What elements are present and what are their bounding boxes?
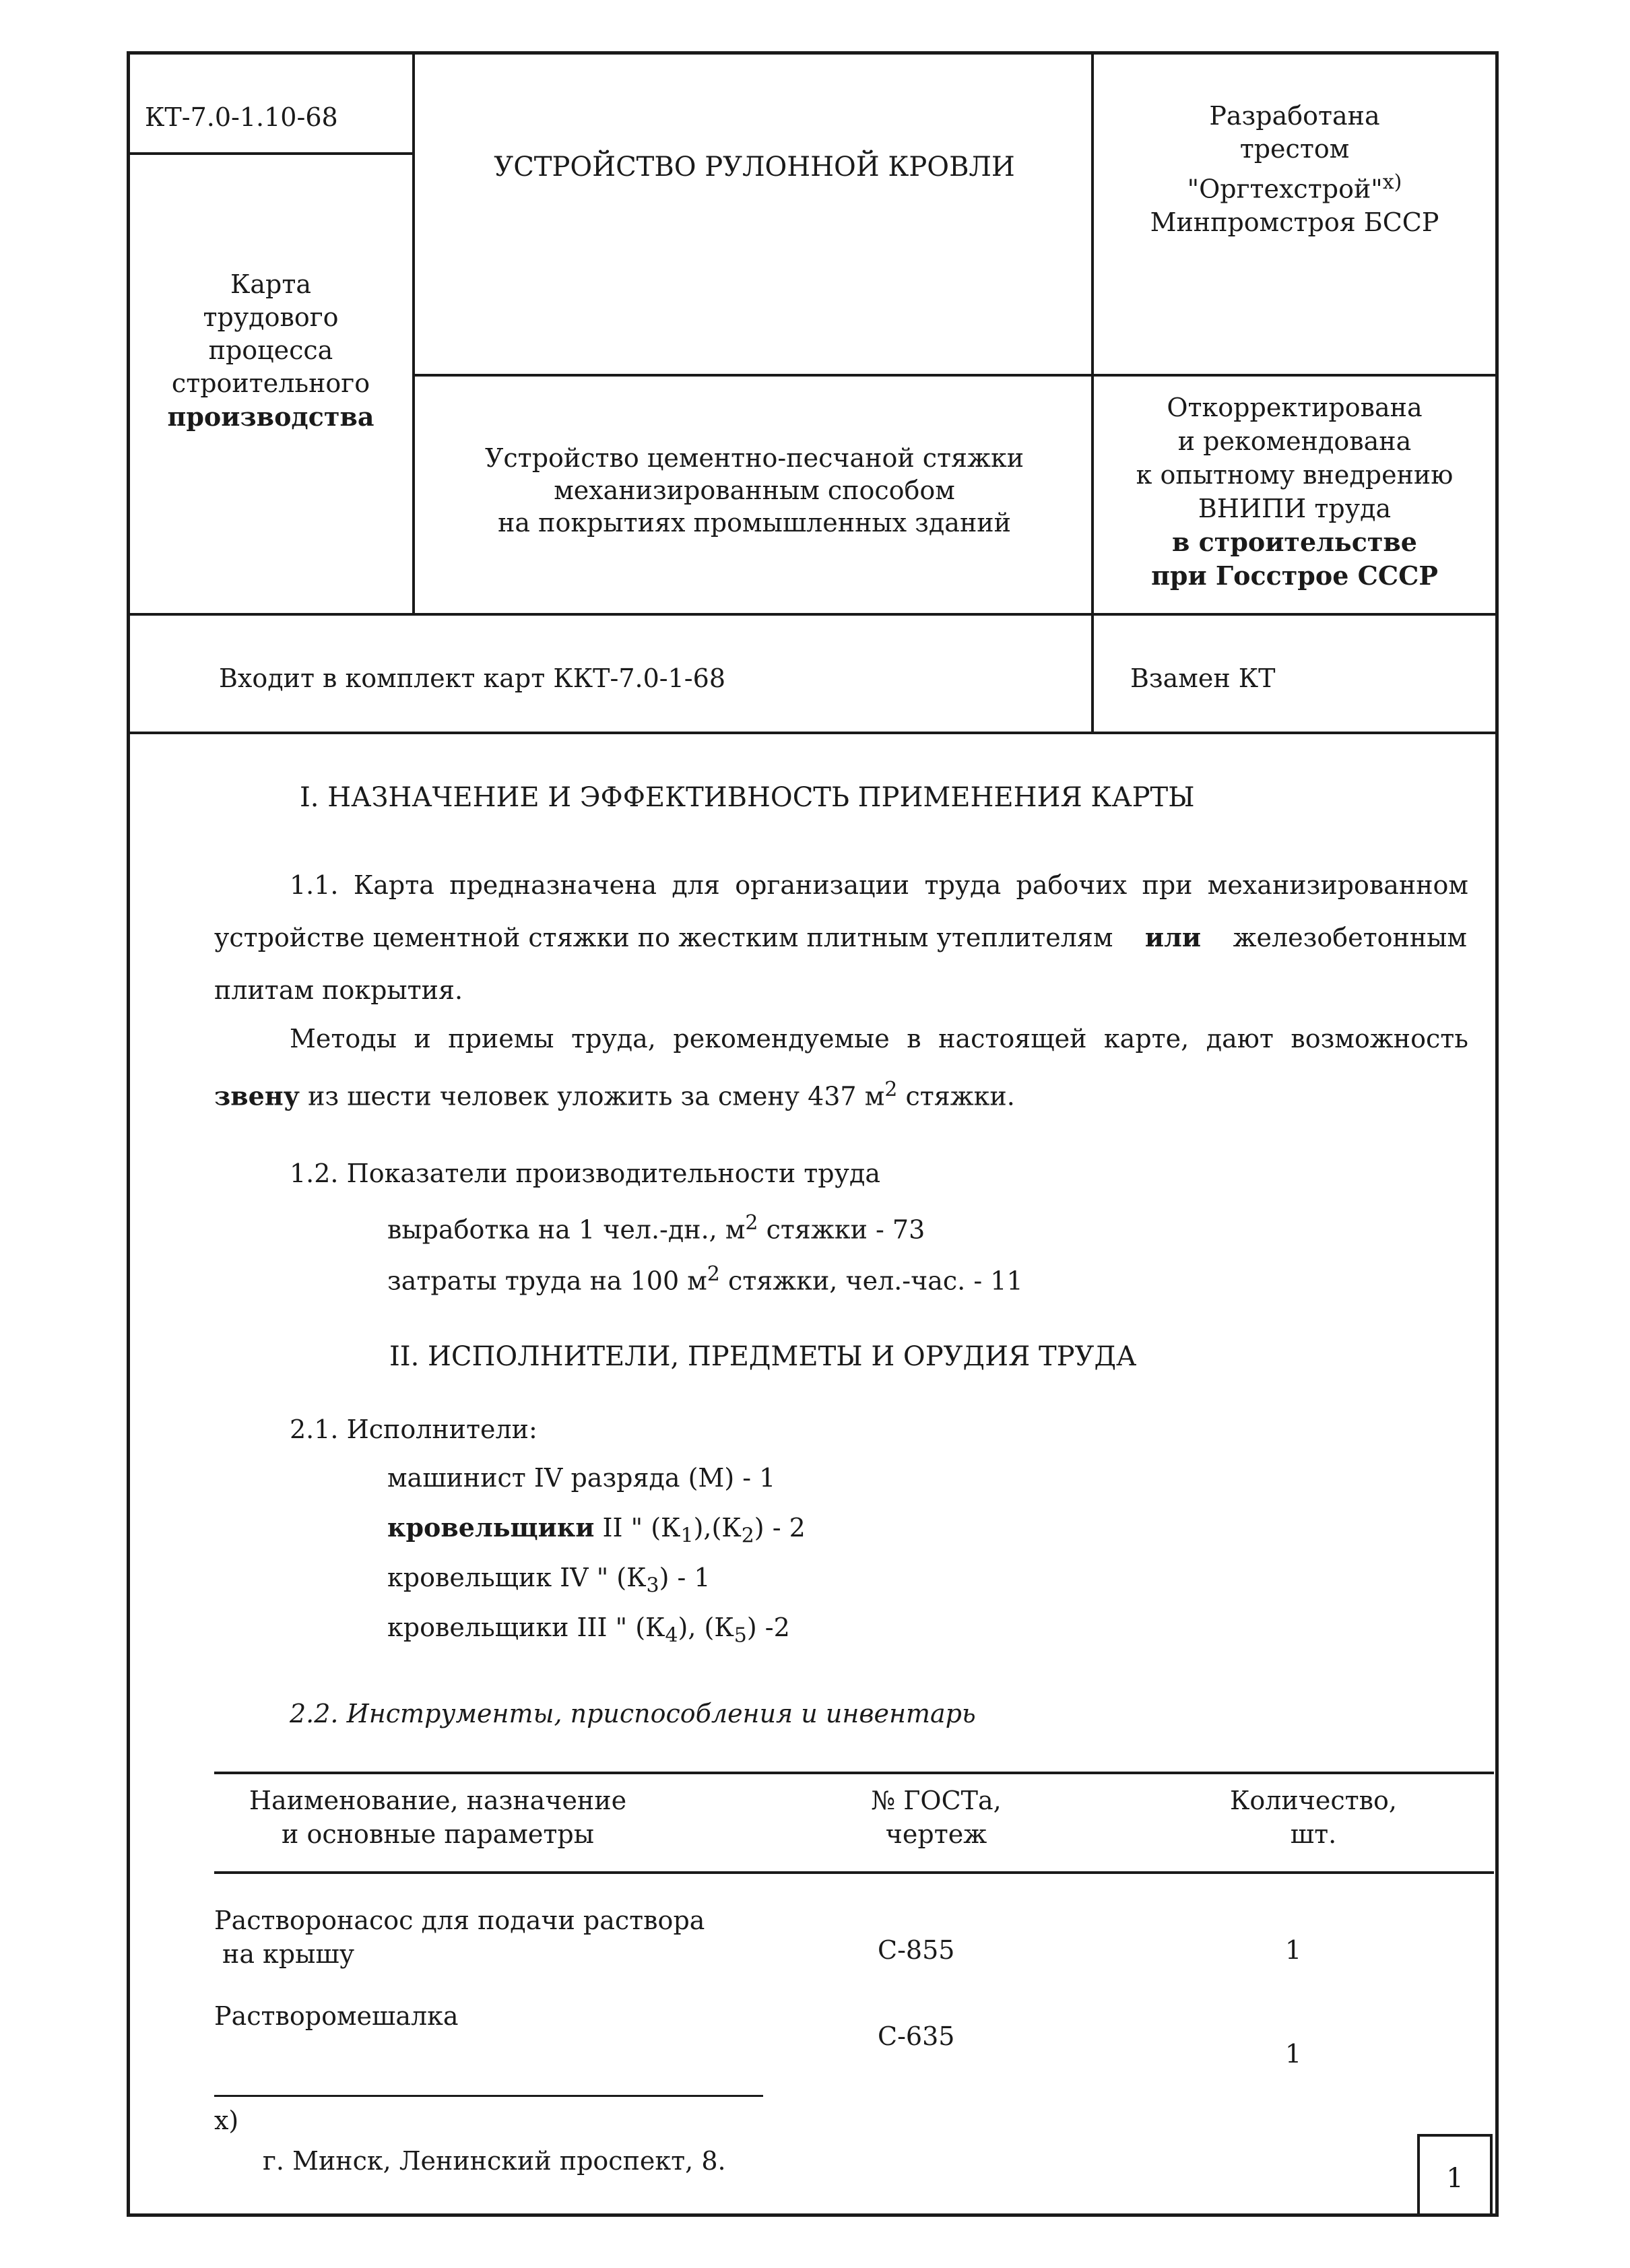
table-header-gost — [835, 1784, 1037, 1851]
performer-role: кровельщики — [387, 1512, 595, 1543]
correction-line-6: при Госстрое СССР — [1151, 560, 1438, 591]
card-type-block — [129, 268, 412, 433]
performer-row-4 — [387, 1611, 790, 1652]
table-cell-qty: 1 — [1285, 1935, 1302, 1965]
set-reference: Входит в комплект карт ККТ-7.0-1-68 — [219, 663, 726, 693]
header-hline-set — [128, 732, 1498, 734]
table-header-gost-line-1: № ГОСТа, — [871, 1786, 1002, 1815]
header-vline-1 — [412, 51, 415, 614]
s1-p3-line2 — [387, 1258, 1023, 1297]
performer-grade: II — [602, 1513, 623, 1543]
subtitle-line-2: механизированным способом — [554, 476, 955, 505]
page-number-box — [1417, 2134, 1493, 2213]
s1-p1-line3: плитам покрытия. — [214, 975, 463, 1005]
table-header-qty — [1199, 1784, 1428, 1851]
table-cell-gost: С-635 — [878, 2021, 955, 2051]
card-code: КТ-7.0-1.10-68 — [145, 102, 338, 132]
s1-p1-line2-a: устройстве цементной стяжки по жестким плитным утеплителям — [214, 923, 1113, 952]
s1-p1-line2 — [214, 921, 1467, 954]
s1-p3-title: 1.2. Показатели производительности труда — [290, 1159, 881, 1188]
s1-p3-line2-b: стяжки, чел.-час. - 11 — [727, 1266, 1023, 1296]
table-cell-name-line-1: Растворонасос для подачи раствора — [214, 1906, 705, 1935]
table-cell-name — [214, 1904, 705, 1971]
table-cell-qty: 1 — [1285, 2039, 1302, 2069]
performer-grade: III — [577, 1613, 608, 1642]
page-number: 1 — [1446, 2163, 1464, 2194]
replaces-reference: Взамен КТ — [1130, 663, 1276, 693]
section-1-heading: I. НАЗНАЧЕНИЕ И ЭФФЕКТИВНОСТЬ ПРИМЕНЕНИЯ КАРТЫ — [300, 782, 1195, 813]
developer-footnote-marker: x) — [1382, 170, 1402, 194]
correction-line-1: Откорректирована — [1167, 393, 1423, 422]
performer-grade: IV — [533, 1463, 563, 1493]
table-header-gost-line-2: чертеж — [885, 1819, 987, 1849]
table-header-name — [222, 1784, 653, 1851]
s1-p3-line2-sup: 2 — [707, 1262, 720, 1286]
table-header-rule — [214, 1871, 1494, 1874]
s1-p3-line1-b: стяжки - 73 — [766, 1214, 925, 1245]
footnote-marker: x) — [214, 2106, 239, 2135]
table-header-qty-line-1: Количество, — [1229, 1786, 1398, 1815]
header-hline-bottom — [128, 613, 1498, 616]
section-2-heading: II. ИСПОЛНИТЕЛИ, ПРЕДМЕТЫ И ОРУДИЯ ТРУДА — [389, 1341, 1137, 1372]
s1-p1-line2-b: железобетонным — [1233, 923, 1467, 952]
subtitle-line-3: на покрытиях промышленных зданий — [498, 508, 1011, 538]
s1-p2-line2-a: из шести человек уложить за смену 437 м — [308, 1081, 885, 1111]
footnote-text: г. Минск, Ленинский проспект, 8. — [263, 2146, 726, 2176]
header-hline-mid — [412, 374, 1498, 377]
performer-detail: " $(К_3) - 1$ — [596, 1563, 711, 1598]
s1-p2-line2-sup: 2 — [884, 1078, 898, 1101]
s1-p2-line1: Методы и приемы труда, рекомендуемые в настоящей карте, дают возможность — [290, 1024, 1468, 1054]
table-row — [214, 1999, 1494, 2080]
s1-p3-line1-sup: 2 — [745, 1211, 758, 1235]
card-type-line-4: строительного — [171, 368, 370, 398]
footnote-rule — [214, 2095, 763, 2097]
frame-top — [128, 51, 1499, 55]
developer-org: "Оргтехстрой" — [1187, 174, 1383, 204]
performer-row-3 — [387, 1561, 711, 1602]
card-type-line-1: Карта — [230, 269, 312, 299]
s1-p2-line2-b: стяжки. — [905, 1081, 1015, 1111]
performer-row-2 — [387, 1512, 806, 1553]
developer-line-2: трестом — [1239, 134, 1350, 164]
table-cell-gost: С-855 — [878, 1935, 955, 1965]
s1-p1-line1: 1.1. Карта предназначена для организации труда рабочих при механизированном — [290, 870, 1468, 900]
table-header-name-line-2: и основные параметры — [282, 1819, 594, 1849]
card-type-line-3: процесса — [208, 335, 333, 365]
correction-line-5: в строительстве — [1172, 527, 1417, 557]
performer-detail: разряда (М) - 1 — [570, 1463, 776, 1493]
table-top-rule — [214, 1772, 1494, 1774]
s1-p2-line2-bold: звену — [214, 1080, 300, 1111]
s1-p2-line2 — [214, 1074, 1015, 1113]
performer-row-1 — [387, 1462, 775, 1494]
correction-line-3: к опытному внедрению — [1136, 460, 1454, 490]
developer-line-3 — [1093, 166, 1497, 206]
correction-block — [1093, 391, 1497, 593]
table-cell-name: Растворомешалка — [214, 2001, 459, 2031]
header-hline-code — [128, 152, 414, 155]
performer-role: кровельщик — [387, 1563, 552, 1592]
s1-p1-line2-bold: или — [1144, 922, 1202, 952]
correction-line-2: и рекомендована — [1177, 426, 1412, 456]
table-header-name-line-1: Наименование, назначение — [249, 1786, 627, 1815]
subtitle-block — [418, 442, 1091, 539]
correction-line-4: ВНИПИ труда — [1198, 494, 1392, 523]
subtitle-line-1: Устройство цементно-песчаной стяжки — [484, 443, 1024, 473]
performer-role: машинист — [387, 1463, 526, 1493]
performer-detail: " $(К_4)$, $(К_5)$ -2 — [615, 1613, 790, 1648]
performer-grade: IV — [560, 1563, 589, 1592]
s1-p3-line1 — [387, 1207, 925, 1246]
s1-p3-line2-a: затраты труда на 100 м — [387, 1266, 707, 1296]
document-title: УСТРОЙСТВО РУЛОННОЙ КРОВЛИ — [494, 152, 1015, 183]
performer-role: кровельщики — [387, 1613, 569, 1642]
frame-bottom — [127, 2213, 1499, 2217]
table-row — [214, 1904, 1494, 1978]
performer-detail: " $(К_1),(К_2) - 2$ — [630, 1513, 806, 1548]
s1-p3-line1-a: выработка на 1 чел.-дн., м — [387, 1214, 746, 1245]
card-type-line-5: производства — [167, 401, 374, 432]
performers-title: 2.1. Исполнители: — [290, 1415, 537, 1444]
table-cell-name-line-2: на крышу — [222, 1939, 355, 1969]
developer-line-4: Минпромстроя БССР — [1150, 207, 1439, 237]
tools-title: 2.2. Инструменты, приспособления и инвентарь — [290, 1699, 976, 1728]
developer-block — [1093, 100, 1497, 239]
table-header-qty-line-2: шт. — [1290, 1819, 1337, 1849]
card-type-line-2: трудового — [203, 302, 339, 332]
developer-line-1: Разработана — [1209, 101, 1380, 131]
